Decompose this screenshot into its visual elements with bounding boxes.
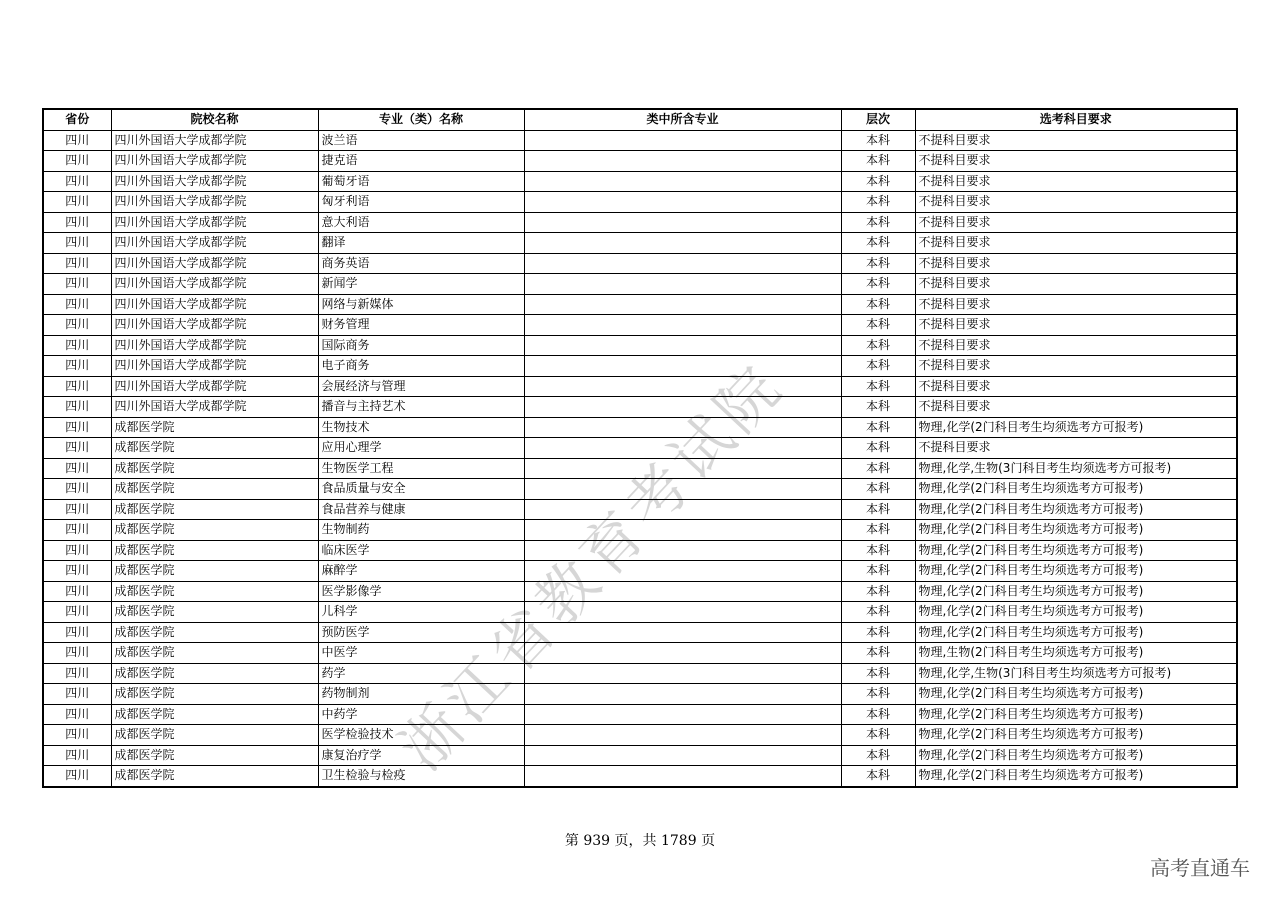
header-subject-requirement: 选考科目要求 bbox=[915, 109, 1237, 130]
cell-school-name: 四川外国语大学成都学院 bbox=[111, 376, 318, 397]
cell-subject-requirement: 不提科目要求 bbox=[915, 438, 1237, 459]
cell-level: 本科 bbox=[841, 315, 915, 336]
cell-major-name: 财务管理 bbox=[318, 315, 524, 336]
table-row bbox=[43, 151, 1237, 172]
cell-province: 四川 bbox=[43, 499, 111, 520]
table-row bbox=[43, 212, 1237, 233]
cell-level: 本科 bbox=[841, 663, 915, 684]
cell-school-name: 成都医学院 bbox=[111, 622, 318, 643]
cell-major-name: 波兰语 bbox=[318, 130, 524, 151]
cell-major-name: 儿科学 bbox=[318, 602, 524, 623]
cell-subject-requirement: 物理,化学(2门科目考生均须选考方可报考) bbox=[915, 581, 1237, 602]
cell-subject-requirement: 物理,化学(2门科目考生均须选考方可报考) bbox=[915, 745, 1237, 766]
cell-school-name: 成都医学院 bbox=[111, 745, 318, 766]
cell-major-name: 商务英语 bbox=[318, 253, 524, 274]
table-row bbox=[43, 458, 1237, 479]
cell-major-name: 药物制剂 bbox=[318, 684, 524, 705]
cell-province: 四川 bbox=[43, 315, 111, 336]
cell-level: 本科 bbox=[841, 233, 915, 254]
table-row bbox=[43, 581, 1237, 602]
cell-school-name: 成都医学院 bbox=[111, 499, 318, 520]
cell-included-majors bbox=[524, 458, 841, 479]
cell-major-name: 会展经济与管理 bbox=[318, 376, 524, 397]
cell-included-majors bbox=[524, 356, 841, 377]
table-row bbox=[43, 540, 1237, 561]
cell-school-name: 四川外国语大学成都学院 bbox=[111, 171, 318, 192]
cell-subject-requirement: 物理,化学(2门科目考生均须选考方可报考) bbox=[915, 725, 1237, 746]
cell-level: 本科 bbox=[841, 274, 915, 295]
cell-major-name: 意大利语 bbox=[318, 212, 524, 233]
cell-subject-requirement: 不提科目要求 bbox=[915, 315, 1237, 336]
cell-subject-requirement: 物理,化学(2门科目考生均须选考方可报考) bbox=[915, 540, 1237, 561]
cell-major-name: 中药学 bbox=[318, 704, 524, 725]
cell-level: 本科 bbox=[841, 376, 915, 397]
table-row bbox=[43, 725, 1237, 746]
cell-major-name: 电子商务 bbox=[318, 356, 524, 377]
cell-school-name: 成都医学院 bbox=[111, 479, 318, 500]
cell-subject-requirement: 不提科目要求 bbox=[915, 294, 1237, 315]
cell-included-majors bbox=[524, 376, 841, 397]
cell-included-majors bbox=[524, 725, 841, 746]
cell-included-majors bbox=[524, 315, 841, 336]
table-row bbox=[43, 356, 1237, 377]
cell-province: 四川 bbox=[43, 130, 111, 151]
cell-province: 四川 bbox=[43, 274, 111, 295]
header-level: 层次 bbox=[841, 109, 915, 130]
cell-province: 四川 bbox=[43, 356, 111, 377]
cell-province: 四川 bbox=[43, 643, 111, 664]
cell-subject-requirement: 物理,化学(2门科目考生均须选考方可报考) bbox=[915, 499, 1237, 520]
cell-school-name: 四川外国语大学成都学院 bbox=[111, 397, 318, 418]
cell-school-name: 成都医学院 bbox=[111, 561, 318, 582]
cell-included-majors bbox=[524, 520, 841, 541]
table-row bbox=[43, 745, 1237, 766]
cell-school-name: 四川外国语大学成都学院 bbox=[111, 212, 318, 233]
cell-major-name: 医学检验技术 bbox=[318, 725, 524, 746]
cell-school-name: 成都医学院 bbox=[111, 766, 318, 787]
cell-school-name: 四川外国语大学成都学院 bbox=[111, 253, 318, 274]
cell-major-name: 药学 bbox=[318, 663, 524, 684]
table-row bbox=[43, 766, 1237, 787]
cell-level: 本科 bbox=[841, 192, 915, 213]
cell-subject-requirement: 物理,化学(2门科目考生均须选考方可报考) bbox=[915, 479, 1237, 500]
cell-subject-requirement: 不提科目要求 bbox=[915, 253, 1237, 274]
table-row bbox=[43, 622, 1237, 643]
header-school-name: 院校名称 bbox=[111, 109, 318, 130]
cell-school-name: 成都医学院 bbox=[111, 602, 318, 623]
cell-school-name: 四川外国语大学成都学院 bbox=[111, 130, 318, 151]
cell-school-name: 成都医学院 bbox=[111, 663, 318, 684]
cell-province: 四川 bbox=[43, 684, 111, 705]
cell-school-name: 成都医学院 bbox=[111, 540, 318, 561]
table-row bbox=[43, 192, 1237, 213]
cell-school-name: 成都医学院 bbox=[111, 725, 318, 746]
cell-province: 四川 bbox=[43, 458, 111, 479]
cell-major-name: 中医学 bbox=[318, 643, 524, 664]
cell-level: 本科 bbox=[841, 643, 915, 664]
cell-province: 四川 bbox=[43, 171, 111, 192]
cell-major-name: 翻译 bbox=[318, 233, 524, 254]
cell-school-name: 成都医学院 bbox=[111, 417, 318, 438]
cell-major-name: 麻醉学 bbox=[318, 561, 524, 582]
cell-major-name: 新闻学 bbox=[318, 274, 524, 295]
cell-province: 四川 bbox=[43, 663, 111, 684]
table-row bbox=[43, 663, 1237, 684]
cell-school-name: 四川外国语大学成都学院 bbox=[111, 233, 318, 254]
cell-level: 本科 bbox=[841, 684, 915, 705]
cell-province: 四川 bbox=[43, 602, 111, 623]
cell-included-majors bbox=[524, 417, 841, 438]
cell-level: 本科 bbox=[841, 171, 915, 192]
cell-level: 本科 bbox=[841, 725, 915, 746]
cell-level: 本科 bbox=[841, 602, 915, 623]
cell-province: 四川 bbox=[43, 294, 111, 315]
cell-level: 本科 bbox=[841, 745, 915, 766]
cell-included-majors bbox=[524, 581, 841, 602]
cell-level: 本科 bbox=[841, 130, 915, 151]
cell-province: 四川 bbox=[43, 520, 111, 541]
table-row bbox=[43, 684, 1237, 705]
cell-subject-requirement: 物理,化学(2门科目考生均须选考方可报考) bbox=[915, 622, 1237, 643]
cell-subject-requirement: 不提科目要求 bbox=[915, 397, 1237, 418]
header-major-name: 专业（类）名称 bbox=[318, 109, 524, 130]
cell-school-name: 成都医学院 bbox=[111, 643, 318, 664]
header-included-majors: 类中所含专业 bbox=[524, 109, 841, 130]
cell-level: 本科 bbox=[841, 438, 915, 459]
cell-province: 四川 bbox=[43, 622, 111, 643]
cell-school-name: 成都医学院 bbox=[111, 581, 318, 602]
cell-included-majors bbox=[524, 212, 841, 233]
cell-included-majors bbox=[524, 294, 841, 315]
cell-subject-requirement: 不提科目要求 bbox=[915, 376, 1237, 397]
cell-province: 四川 bbox=[43, 745, 111, 766]
table-row bbox=[43, 274, 1237, 295]
cell-province: 四川 bbox=[43, 253, 111, 274]
cell-province: 四川 bbox=[43, 704, 111, 725]
cell-subject-requirement: 不提科目要求 bbox=[915, 233, 1237, 254]
cell-school-name: 成都医学院 bbox=[111, 520, 318, 541]
table-row bbox=[43, 417, 1237, 438]
cell-major-name: 生物医学工程 bbox=[318, 458, 524, 479]
cell-subject-requirement: 物理,化学(2门科目考生均须选考方可报考) bbox=[915, 602, 1237, 623]
cell-subject-requirement: 物理,化学(2门科目考生均须选考方可报考) bbox=[915, 684, 1237, 705]
cell-subject-requirement: 物理,化学(2门科目考生均须选考方可报考) bbox=[915, 417, 1237, 438]
cell-included-majors bbox=[524, 233, 841, 254]
cell-level: 本科 bbox=[841, 253, 915, 274]
cell-major-name: 捷克语 bbox=[318, 151, 524, 172]
cell-level: 本科 bbox=[841, 417, 915, 438]
cell-included-majors bbox=[524, 663, 841, 684]
cell-major-name: 播音与主持艺术 bbox=[318, 397, 524, 418]
cell-major-name: 匈牙利语 bbox=[318, 192, 524, 213]
cell-school-name: 成都医学院 bbox=[111, 438, 318, 459]
cell-province: 四川 bbox=[43, 581, 111, 602]
cell-included-majors bbox=[524, 253, 841, 274]
cell-major-name: 临床医学 bbox=[318, 540, 524, 561]
cell-included-majors bbox=[524, 438, 841, 459]
cell-major-name: 医学影像学 bbox=[318, 581, 524, 602]
cell-school-name: 四川外国语大学成都学院 bbox=[111, 151, 318, 172]
brand-logo-text: 高考直通车 bbox=[1150, 856, 1250, 880]
table-row bbox=[43, 335, 1237, 356]
cell-province: 四川 bbox=[43, 417, 111, 438]
table-row bbox=[43, 130, 1237, 151]
cell-subject-requirement: 不提科目要求 bbox=[915, 335, 1237, 356]
table-row bbox=[43, 376, 1237, 397]
table-row bbox=[43, 253, 1237, 274]
cell-school-name: 四川外国语大学成都学院 bbox=[111, 335, 318, 356]
cell-school-name: 成都医学院 bbox=[111, 704, 318, 725]
cell-school-name: 成都医学院 bbox=[111, 458, 318, 479]
cell-subject-requirement: 物理,化学,生物(3门科目考生均须选考方可报考) bbox=[915, 458, 1237, 479]
cell-province: 四川 bbox=[43, 376, 111, 397]
cell-level: 本科 bbox=[841, 151, 915, 172]
cell-included-majors bbox=[524, 540, 841, 561]
cell-included-majors bbox=[524, 643, 841, 664]
cell-subject-requirement: 不提科目要求 bbox=[915, 212, 1237, 233]
table-row bbox=[43, 233, 1237, 254]
admission-requirements-table bbox=[42, 108, 1238, 788]
cell-major-name: 食品质量与安全 bbox=[318, 479, 524, 500]
cell-included-majors bbox=[524, 192, 841, 213]
cell-level: 本科 bbox=[841, 540, 915, 561]
cell-level: 本科 bbox=[841, 294, 915, 315]
cell-subject-requirement: 不提科目要求 bbox=[915, 151, 1237, 172]
cell-major-name: 网络与新媒体 bbox=[318, 294, 524, 315]
cell-level: 本科 bbox=[841, 335, 915, 356]
cell-subject-requirement: 不提科目要求 bbox=[915, 192, 1237, 213]
cell-province: 四川 bbox=[43, 725, 111, 746]
cell-included-majors bbox=[524, 130, 841, 151]
cell-province: 四川 bbox=[43, 192, 111, 213]
cell-level: 本科 bbox=[841, 766, 915, 787]
cell-subject-requirement: 物理,化学(2门科目考生均须选考方可报考) bbox=[915, 520, 1237, 541]
cell-subject-requirement: 不提科目要求 bbox=[915, 130, 1237, 151]
cell-included-majors bbox=[524, 622, 841, 643]
cell-subject-requirement: 物理,化学(2门科目考生均须选考方可报考) bbox=[915, 766, 1237, 787]
cell-province: 四川 bbox=[43, 212, 111, 233]
table-row bbox=[43, 704, 1237, 725]
watermark-text: 浙江省教育考试院 bbox=[386, 350, 798, 784]
cell-included-majors bbox=[524, 151, 841, 172]
cell-subject-requirement: 不提科目要求 bbox=[915, 274, 1237, 295]
cell-province: 四川 bbox=[43, 397, 111, 418]
cell-included-majors bbox=[524, 171, 841, 192]
cell-province: 四川 bbox=[43, 561, 111, 582]
cell-level: 本科 bbox=[841, 212, 915, 233]
cell-major-name: 生物制药 bbox=[318, 520, 524, 541]
cell-level: 本科 bbox=[841, 356, 915, 377]
cell-province: 四川 bbox=[43, 479, 111, 500]
cell-major-name: 预防医学 bbox=[318, 622, 524, 643]
cell-province: 四川 bbox=[43, 540, 111, 561]
cell-subject-requirement: 不提科目要求 bbox=[915, 171, 1237, 192]
header-province: 省份 bbox=[43, 109, 111, 130]
cell-level: 本科 bbox=[841, 397, 915, 418]
cell-level: 本科 bbox=[841, 479, 915, 500]
cell-major-name: 卫生检验与检疫 bbox=[318, 766, 524, 787]
cell-major-name: 生物技术 bbox=[318, 417, 524, 438]
table-row bbox=[43, 315, 1237, 336]
cell-included-majors bbox=[524, 704, 841, 725]
cell-school-name: 四川外国语大学成都学院 bbox=[111, 315, 318, 336]
cell-level: 本科 bbox=[841, 622, 915, 643]
cell-province: 四川 bbox=[43, 151, 111, 172]
table-row bbox=[43, 520, 1237, 541]
table-body bbox=[43, 130, 1237, 787]
cell-province: 四川 bbox=[43, 438, 111, 459]
cell-included-majors bbox=[524, 602, 841, 623]
cell-major-name: 应用心理学 bbox=[318, 438, 524, 459]
cell-school-name: 四川外国语大学成都学院 bbox=[111, 356, 318, 377]
cell-province: 四川 bbox=[43, 335, 111, 356]
cell-included-majors bbox=[524, 479, 841, 500]
cell-major-name: 国际商务 bbox=[318, 335, 524, 356]
cell-included-majors bbox=[524, 684, 841, 705]
cell-subject-requirement: 物理,化学(2门科目考生均须选考方可报考) bbox=[915, 561, 1237, 582]
cell-school-name: 四川外国语大学成都学院 bbox=[111, 294, 318, 315]
table-row bbox=[43, 294, 1237, 315]
table-row bbox=[43, 397, 1237, 418]
cell-province: 四川 bbox=[43, 766, 111, 787]
cell-major-name: 食品营养与健康 bbox=[318, 499, 524, 520]
cell-level: 本科 bbox=[841, 520, 915, 541]
table-row bbox=[43, 171, 1237, 192]
cell-included-majors bbox=[524, 335, 841, 356]
table-row bbox=[43, 643, 1237, 664]
cell-major-name: 康复治疗学 bbox=[318, 745, 524, 766]
table-row bbox=[43, 479, 1237, 500]
cell-province: 四川 bbox=[43, 233, 111, 254]
table-row bbox=[43, 438, 1237, 459]
cell-school-name: 四川外国语大学成都学院 bbox=[111, 192, 318, 213]
cell-level: 本科 bbox=[841, 458, 915, 479]
cell-level: 本科 bbox=[841, 581, 915, 602]
cell-school-name: 四川外国语大学成都学院 bbox=[111, 274, 318, 295]
table-row bbox=[43, 602, 1237, 623]
cell-level: 本科 bbox=[841, 499, 915, 520]
cell-level: 本科 bbox=[841, 561, 915, 582]
cell-subject-requirement: 不提科目要求 bbox=[915, 356, 1237, 377]
table-header-row bbox=[43, 109, 1237, 130]
cell-included-majors bbox=[524, 499, 841, 520]
cell-subject-requirement: 物理,生物(2门科目考生均须选考方可报考) bbox=[915, 643, 1237, 664]
cell-included-majors bbox=[524, 766, 841, 787]
cell-included-majors bbox=[524, 397, 841, 418]
cell-included-majors bbox=[524, 561, 841, 582]
cell-included-majors bbox=[524, 274, 841, 295]
cell-major-name: 葡萄牙语 bbox=[318, 171, 524, 192]
page-number-footer: 第 939 页，共 1789 页 bbox=[564, 833, 716, 849]
cell-subject-requirement: 物理,化学,生物(3门科目考生均须选考方可报考) bbox=[915, 663, 1237, 684]
cell-subject-requirement: 物理,化学(2门科目考生均须选考方可报考) bbox=[915, 704, 1237, 725]
cell-school-name: 成都医学院 bbox=[111, 684, 318, 705]
cell-included-majors bbox=[524, 745, 841, 766]
cell-level: 本科 bbox=[841, 704, 915, 725]
table-row bbox=[43, 499, 1237, 520]
table-row bbox=[43, 561, 1237, 582]
